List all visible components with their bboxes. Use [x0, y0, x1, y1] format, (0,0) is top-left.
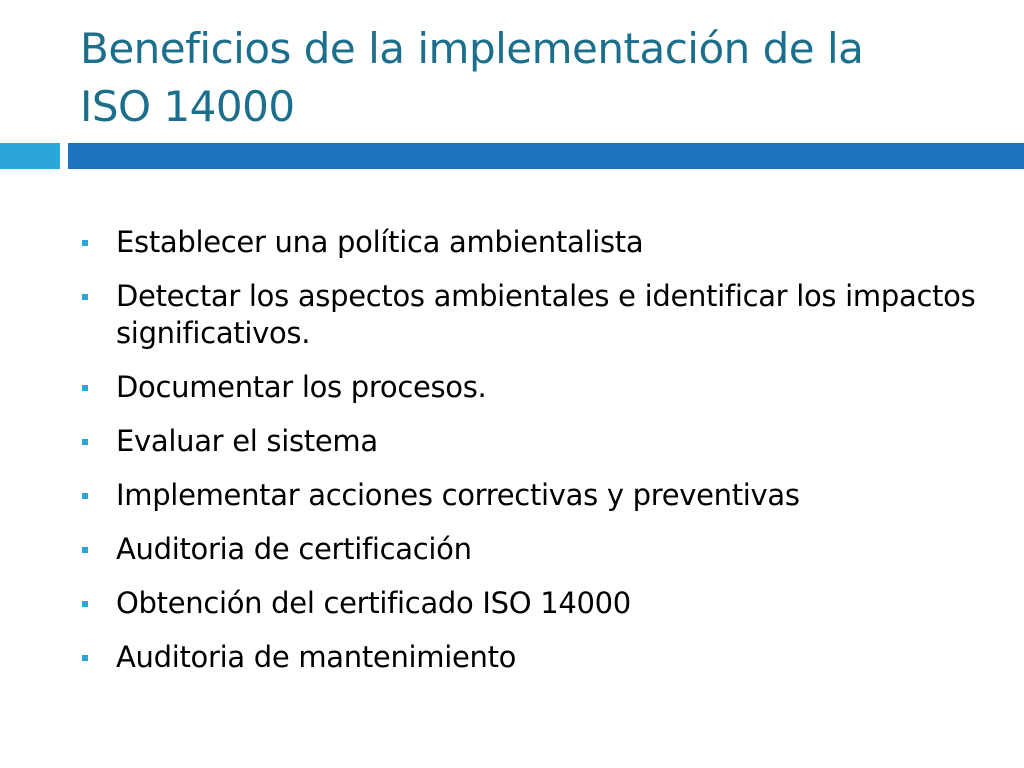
- square-bullet-icon: [82, 601, 88, 607]
- slide-title: [80, 20, 980, 136]
- bullet-list: [80, 224, 980, 693]
- square-bullet-icon: [82, 240, 88, 246]
- title-accent-bar-left: [0, 143, 60, 169]
- bullet-item: [80, 423, 980, 460]
- bullet-text: Auditoria de mantenimiento: [116, 640, 517, 674]
- square-bullet-icon: [82, 439, 88, 445]
- slide-title-line-2: ISO 14000: [80, 82, 295, 131]
- bullet-item: [80, 585, 980, 622]
- square-bullet-icon: [82, 547, 88, 553]
- bullet-text: Implementar acciones correctivas y preventivas: [116, 478, 800, 512]
- square-bullet-icon: [82, 294, 88, 300]
- square-bullet-icon: [82, 385, 88, 391]
- square-bullet-icon: [82, 655, 88, 661]
- bullet-text: Obtención del certificado ISO 14000: [116, 586, 631, 620]
- slide-title-line-1: Beneficios de la implementación de la: [80, 24, 864, 73]
- bullet-item: [80, 224, 980, 261]
- bullet-text: Documentar los procesos.: [116, 370, 487, 404]
- bullet-item: [80, 278, 980, 352]
- bullet-item: [80, 531, 980, 568]
- title-accent-bar-right: [68, 143, 1024, 169]
- bullet-item: [80, 477, 980, 514]
- bullet-text: Establecer una política ambientalista: [116, 225, 644, 259]
- bullet-item: [80, 639, 980, 676]
- bullet-item: [80, 369, 980, 406]
- bullet-text: Auditoria de certificación: [116, 532, 472, 566]
- bullet-text: Evaluar el sistema: [116, 424, 378, 458]
- bullet-text: Detectar los aspectos ambientales e identificar los impactos significativos.: [116, 279, 976, 350]
- square-bullet-icon: [82, 493, 88, 499]
